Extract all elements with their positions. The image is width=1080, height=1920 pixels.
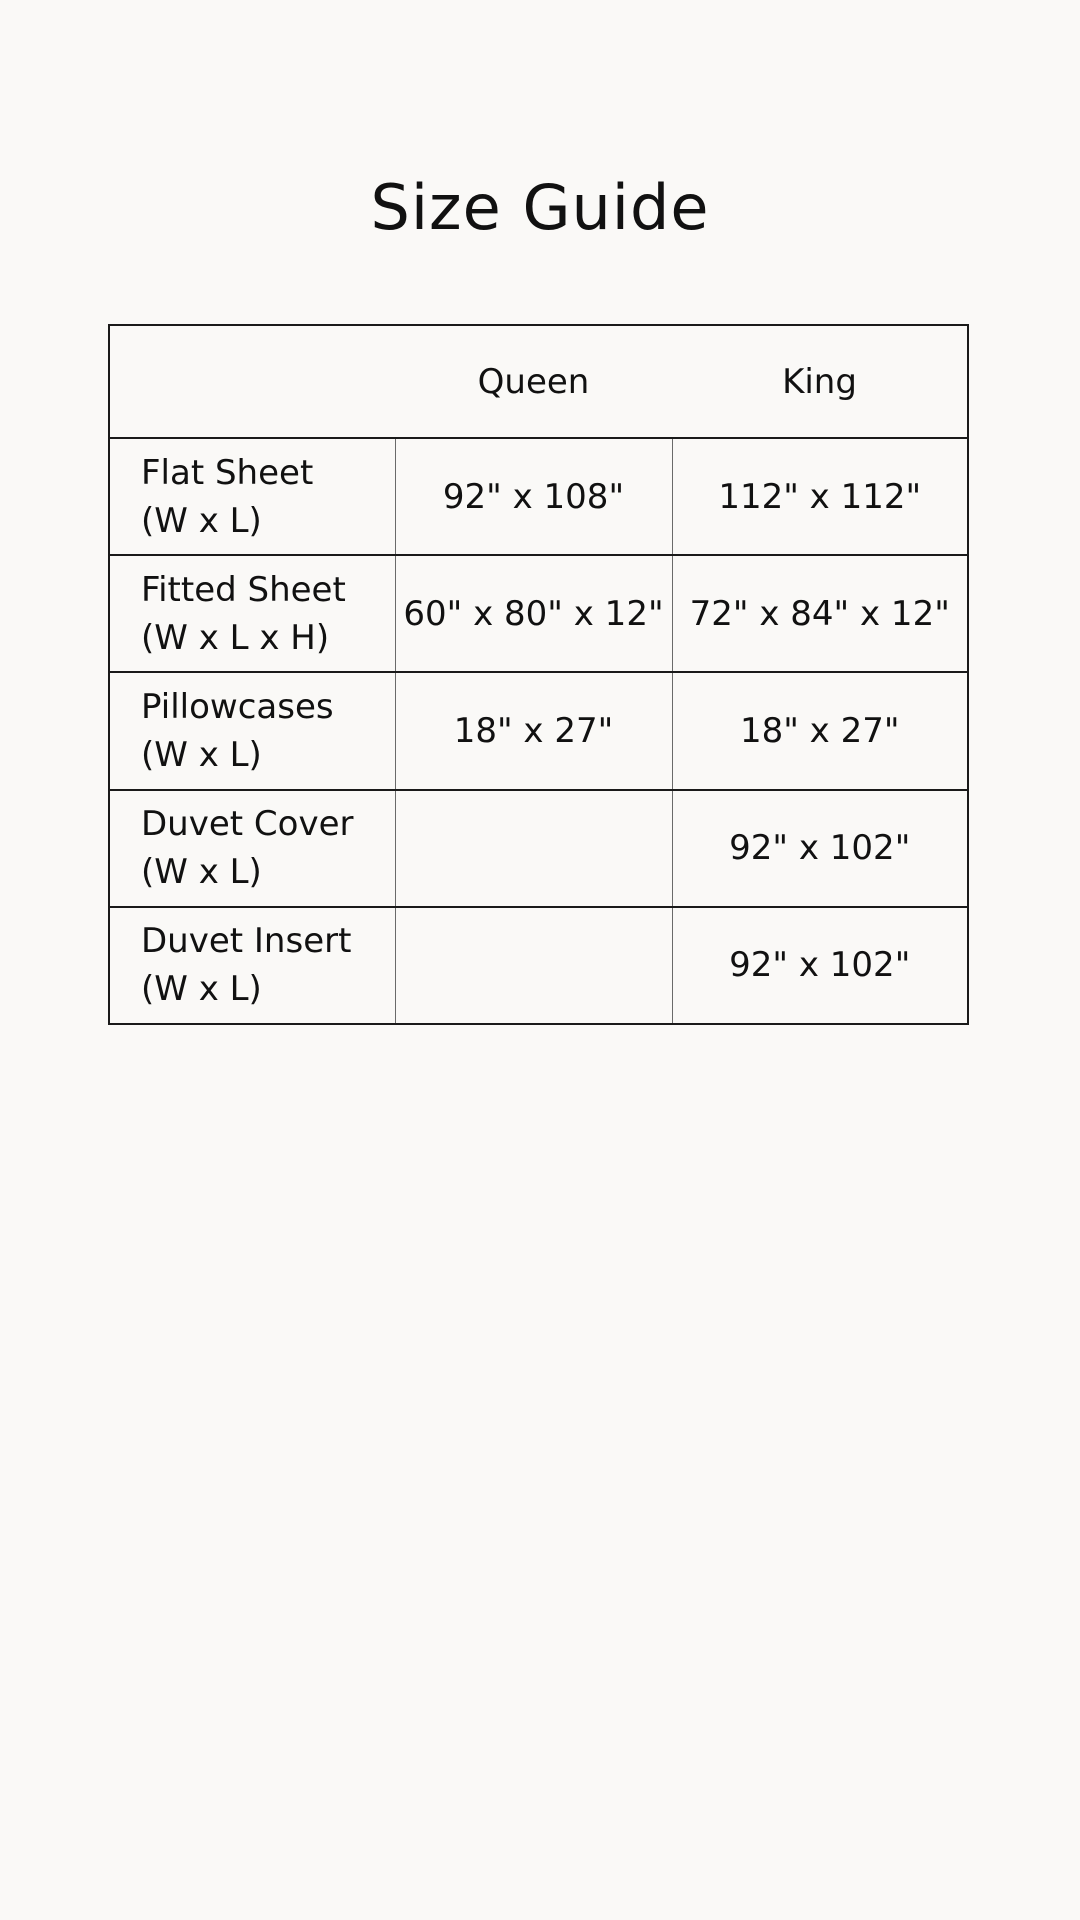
row-label-pillowcases [109,672,395,789]
table-row [109,907,968,1024]
row-label-duvet-cover [109,790,395,907]
king-size-cell: 92" x 102" [729,945,911,986]
column-header-empty [109,325,395,438]
row-label-duvet-insert [109,907,395,1024]
page-title: Size Guide [370,171,710,244]
table-row [109,438,968,555]
king-size-cell: 112" x 112" [672,438,968,555]
table-row [109,790,968,907]
king-size-cell: 18" x 27" [672,672,968,789]
size-guide-table [108,324,969,1025]
column-header-king: King [672,325,968,438]
row-label-name: Flat Sheet [141,452,314,493]
king-size-cell: 72" x 84" x 12" [672,555,968,672]
queen-size-cell [395,790,672,907]
row-label-fitted-sheet [109,555,395,672]
row-label-dimensions: (W x L) [141,500,262,541]
row-label-flat-sheet [109,438,395,555]
row-label-name: Duvet Cover [141,804,354,845]
queen-size-cell: 60" x 80" x 12" [395,555,672,672]
king-size-cell: 92" x 102" [672,790,968,907]
row-label-name: Pillowcases [141,687,334,728]
row-label-dimensions: (W x L x H) [141,617,330,658]
queen-size-cell: 18" x 27" [395,672,672,789]
row-label-name: Fitted Sheet [141,569,346,610]
row-label-dimensions: (W x L) [141,852,262,893]
table-row [109,672,968,789]
queen-size-cell [395,907,672,1024]
row-label-dimensions: (W x L) [141,969,262,1010]
column-header-queen: Queen [395,325,672,438]
table-header-row [109,325,968,438]
row-label-dimensions: (W x L) [141,735,262,776]
table-row [109,555,968,672]
queen-size-cell: 92" x 108" [395,438,672,555]
row-label-name: Duvet Insert [141,921,352,962]
